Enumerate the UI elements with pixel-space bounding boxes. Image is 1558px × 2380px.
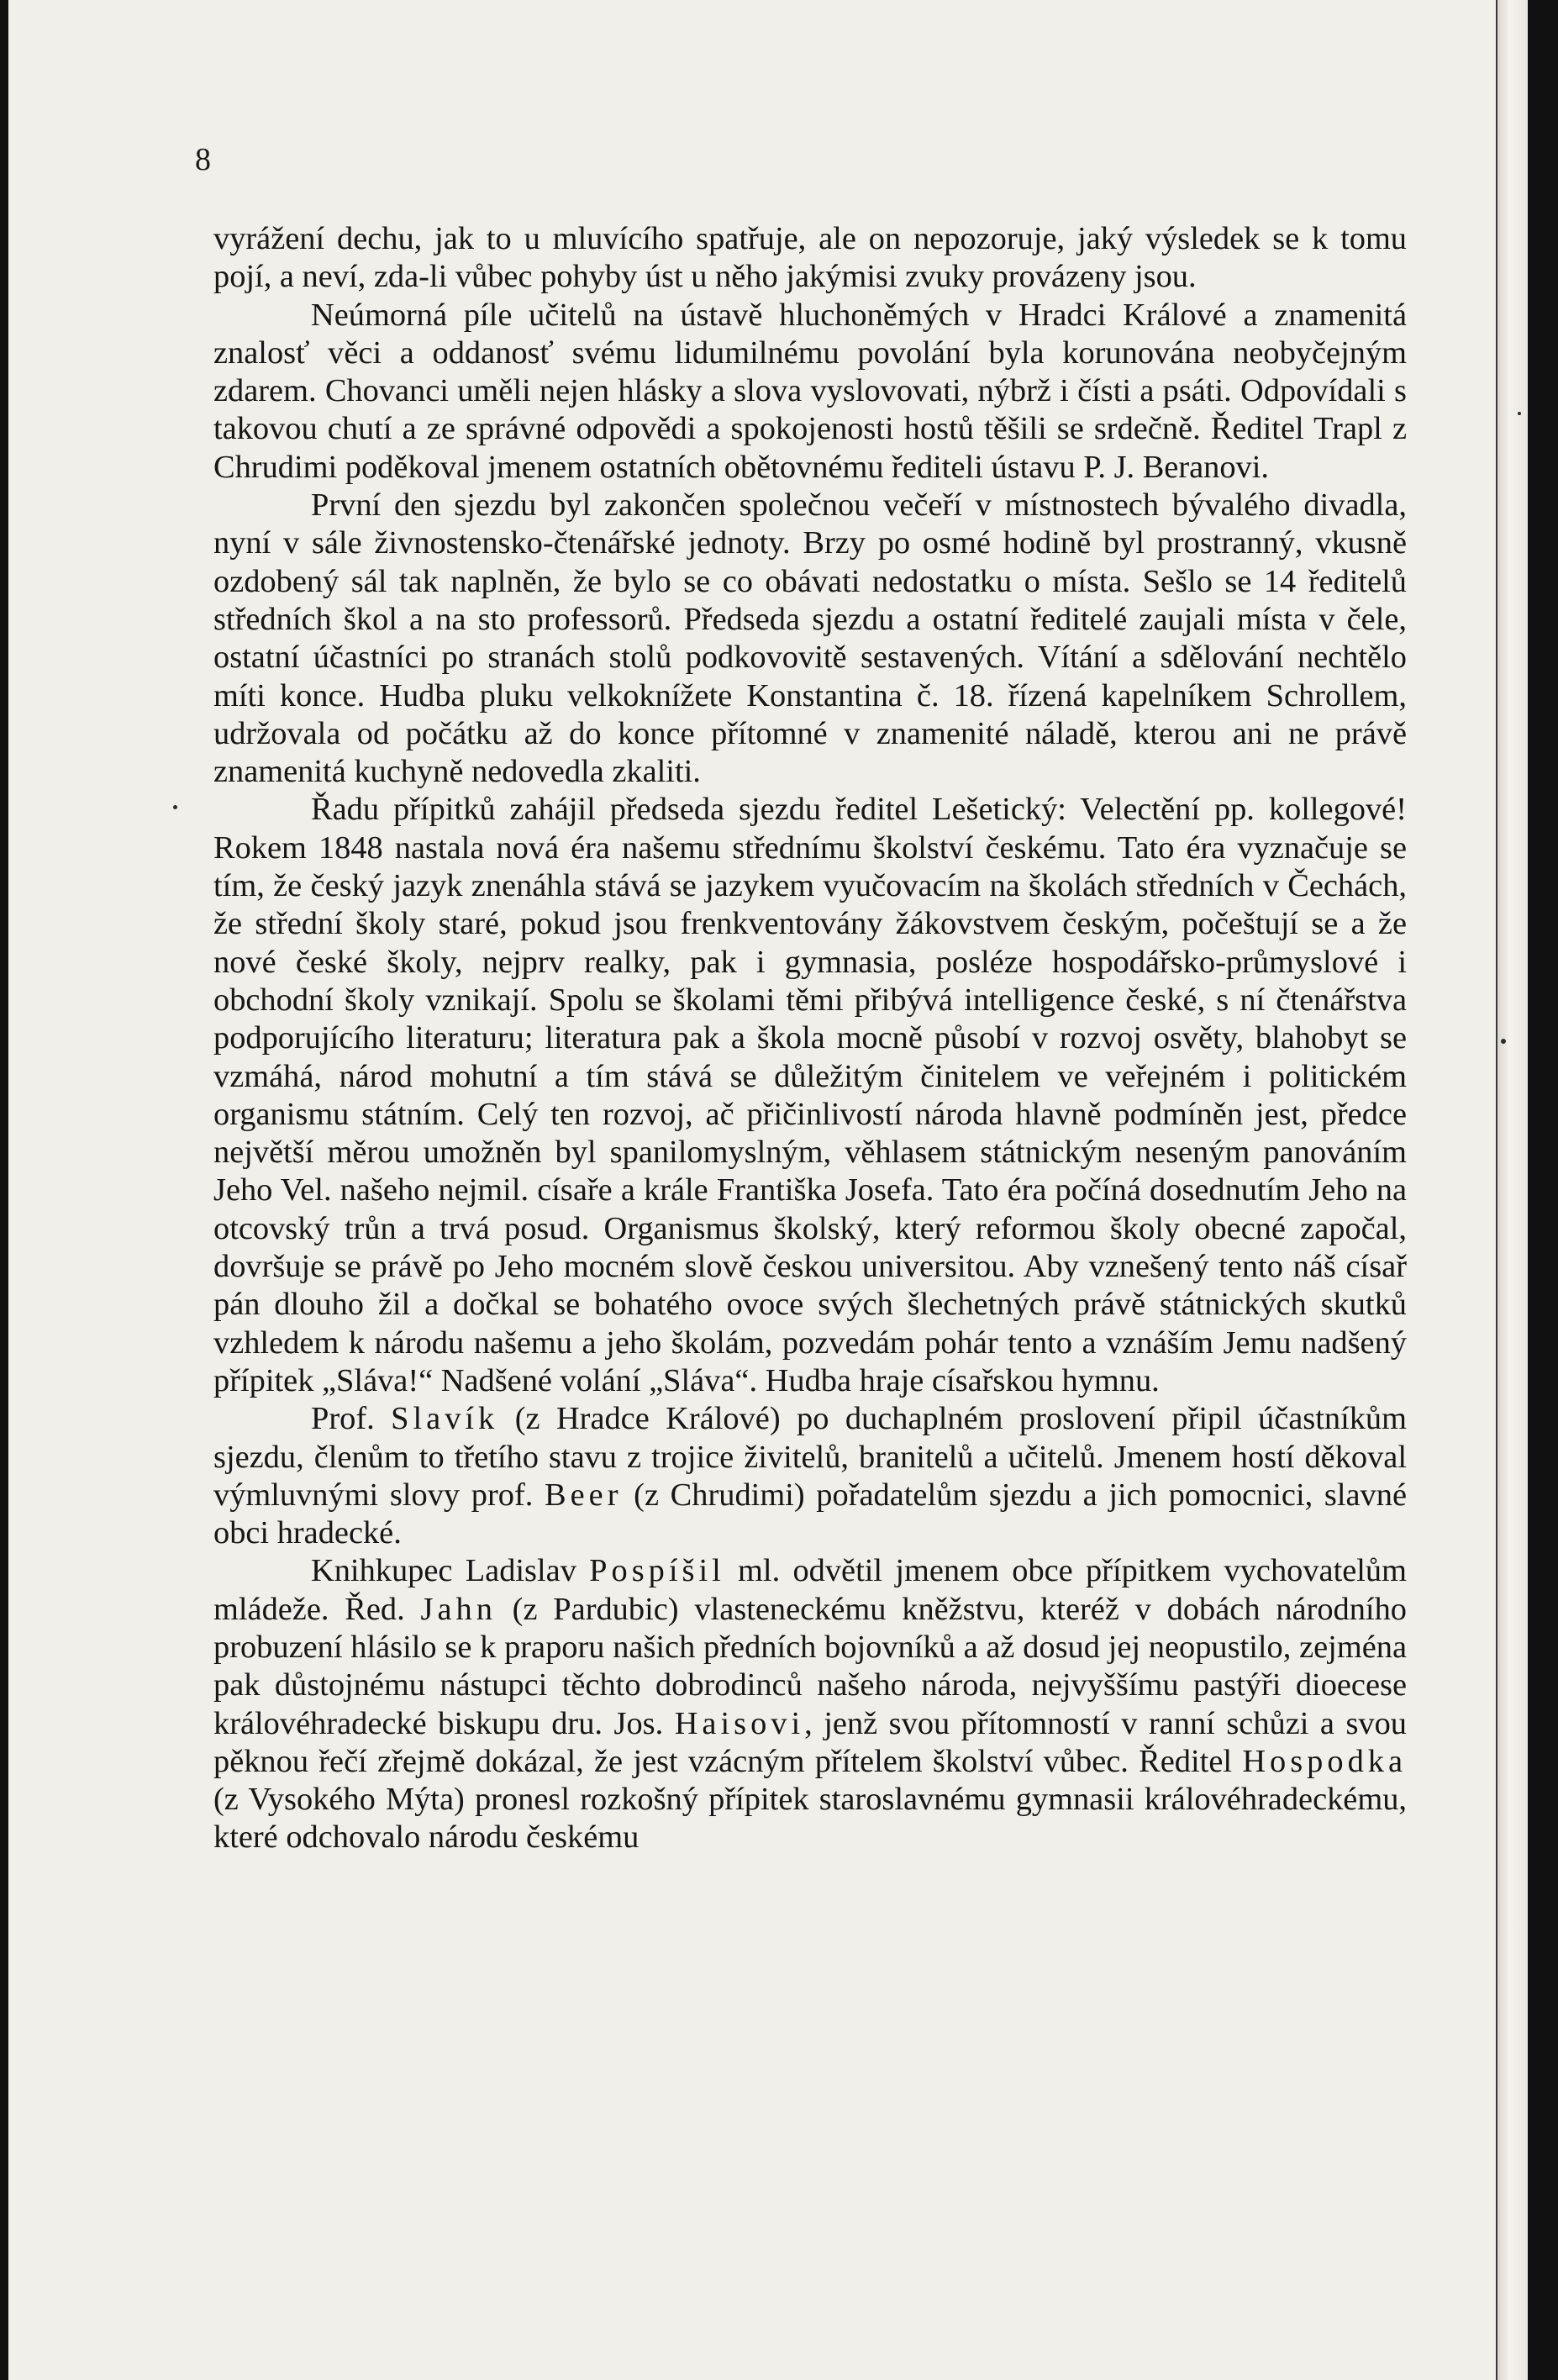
- paragraph: [213, 297, 1407, 487]
- scanned-page: [8, 0, 1528, 2380]
- paragraph: [213, 791, 1407, 1400]
- spaced-name: Haisovi: [674, 1705, 805, 1741]
- text-run: ml. odvětil jmenem obce přípitkem vychovatelům mládeže. Řed.: [213, 1553, 1407, 1627]
- paragraph: [213, 1400, 1407, 1552]
- spaced-name: Jahn: [420, 1591, 497, 1627]
- spaced-name: Hospodka: [1242, 1743, 1407, 1779]
- text-run: (z Chrudimi) pořadatelům sjezdu a jich pomocnici, slavné obci hradecké.: [213, 1477, 1407, 1551]
- paragraph: [213, 1552, 1407, 1856]
- text-run: První den sjezdu byl zakončen společnou večeří v místnostech bývalého divadla, nyní v sále živnostensko-čtenářské jednoty. Brzy po osmé hodině byl prostranný, vkusně ozdobený sál tak naplněn, že bylo se co obávati nedostatku o místa. Sešlo se 14 ředitelů středních škol a na sto professorů. Předseda sjezdu a ostatní ředitelé zaujali místa v čele, ostatní účastníci po stranách stolů podkovovitě sestavených. Vítání a sdělování nechtělo míti konce. Hudba pluku velkoknížete Konstantina č. 18. řízená kapelníkem Schrollem, udržovala od počátku až do konce přítomné v znamenité náladě, kterou ani ne právě znamenitá kuchyně nedovedla zkaliti.: [213, 487, 1407, 790]
- ink-speck: [173, 805, 177, 809]
- spaced-name: Slavík: [391, 1401, 499, 1437]
- paragraph: [213, 220, 1407, 297]
- ink-speck: [1518, 412, 1521, 415]
- text-run: Neúmorná píle učitelů na ústavě hluchoněmých v Hradci Králové a znamenitá znalosť věci a oddanosť svému lidumilnému povolání byla korunována neobyčejným zdarem. Chovanci uměli nejen hlásky a slova vyslovovati, nýbrž i čísti a psáti. Odpovídali s takovou chutí a ze správné odpovědi a spokojenosti hostů těšili se srdečně. Ředitel Trapl z Chrudimi poděkoval jmenem ostatních obětovnému řediteli ústavu P. J. Beranovi.: [213, 297, 1407, 485]
- text-run: vyrážení dechu, jak to u mluvícího spatřuje, ale on nepozoruje, jaký výsledek se k tomu pojí, a neví, zda-li vůbec pohyby úst u něho jakýmisi zvuky provázeny jsou.: [213, 221, 1407, 295]
- text-run: (z Hradce Králové) po duchaplném proslovení připil účastníkům sjezdu, členům to třetího stavu z trojice živitelů, branitelů a učitelů. Jmenem hostí děkoval výmluvnými slovy prof.: [213, 1401, 1407, 1513]
- text-run: (z Pardubic) vlasteneckému kněžstvu, kteréž v dobách národního probuzení hlásilo se k praporu našich předních bojovníků a až dosud jej neopustilo, zejména pak důstojnému nástupci těchto dobrodinců našeho národa, nejvyššímu pastýři dioecese královéhradecké biskupu dru. Jos.: [213, 1591, 1407, 1741]
- text-run: Řadu přípitků zahájil předseda sjezdu ředitel Lešetický: Velectění pp. kollegové! Rokem 1848 nastala nová éra našemu střednímu školství českému. Tato éra vyznačuje se tím, že český jazyk znenáhla stává se jazykem vyučovacím na školách středních v Čechách, že střední školy staré, pokud jsou frenkventovány žákovstvem českým, počeštují se a že nové české školy, nejprv realky, pak i gymnasia, posléze hospodářsko-průmyslové i obchodní školy vznikají. Spolu se školami těmi přibývá intelligence české, s ní čtenářstva podporujícího literaturu; literatura pak a škola mocně působí v rozvoj osvěty, blahobyt se vzmáhá, národ mohutní a tím stává se důležitým činitelem ve veřejném i politickém organismu státním. Celý ten rozvoj, ač přičinlivostí národa hlavně podmíněn jest, předce největší měrou umožněn byl spanilomyslným, věhlasem státnickým neseným panováním Jeho Vel. našeho nejmil. císaře a krále Františka Josefa. Tato éra počíná dosednutím Jeho na otcovský trůn a trvá posud. Organismus školský, který reformou školy obecné započal, dovršuje se právě po Jeho mocném slově českou universitou. Aby vznešený tento náš císař pán dlouho žil a dočkal se bohatého ovoce svých šlechetných právě státnických skutků vzhledem k národu našemu a jeho školám, pozvedám pohár tento a vznáším Jemu nadšený přípitek „Sláva!“ Nadšené volání „Sláva“. Hudba hraje císařskou hymnu.: [213, 792, 1407, 1398]
- next-page-edge: [1496, 0, 1528, 2380]
- spaced-name: Beer: [545, 1477, 623, 1513]
- body-text: [213, 220, 1407, 1857]
- text-run: (z Vysokého Mýta) pronesl rozkošný přípitek staroslavnému gymnasii královéhradeckému, které odchovalo národu českému: [213, 1782, 1407, 1856]
- text-run: Knihkupec Ladislav: [311, 1553, 590, 1589]
- spaced-name: Pospíšil: [589, 1553, 725, 1589]
- text-run: , jenž svou přítomností v ranní schůzi a svou pěknou řečí zřejmě dokázal, že jest vzácným přítelem školství vůbec. Ředitel: [213, 1705, 1407, 1779]
- text-run: Prof.: [311, 1401, 392, 1437]
- paragraph: [213, 487, 1407, 791]
- page-number: 8: [195, 142, 212, 177]
- ink-speck: [1501, 1039, 1506, 1044]
